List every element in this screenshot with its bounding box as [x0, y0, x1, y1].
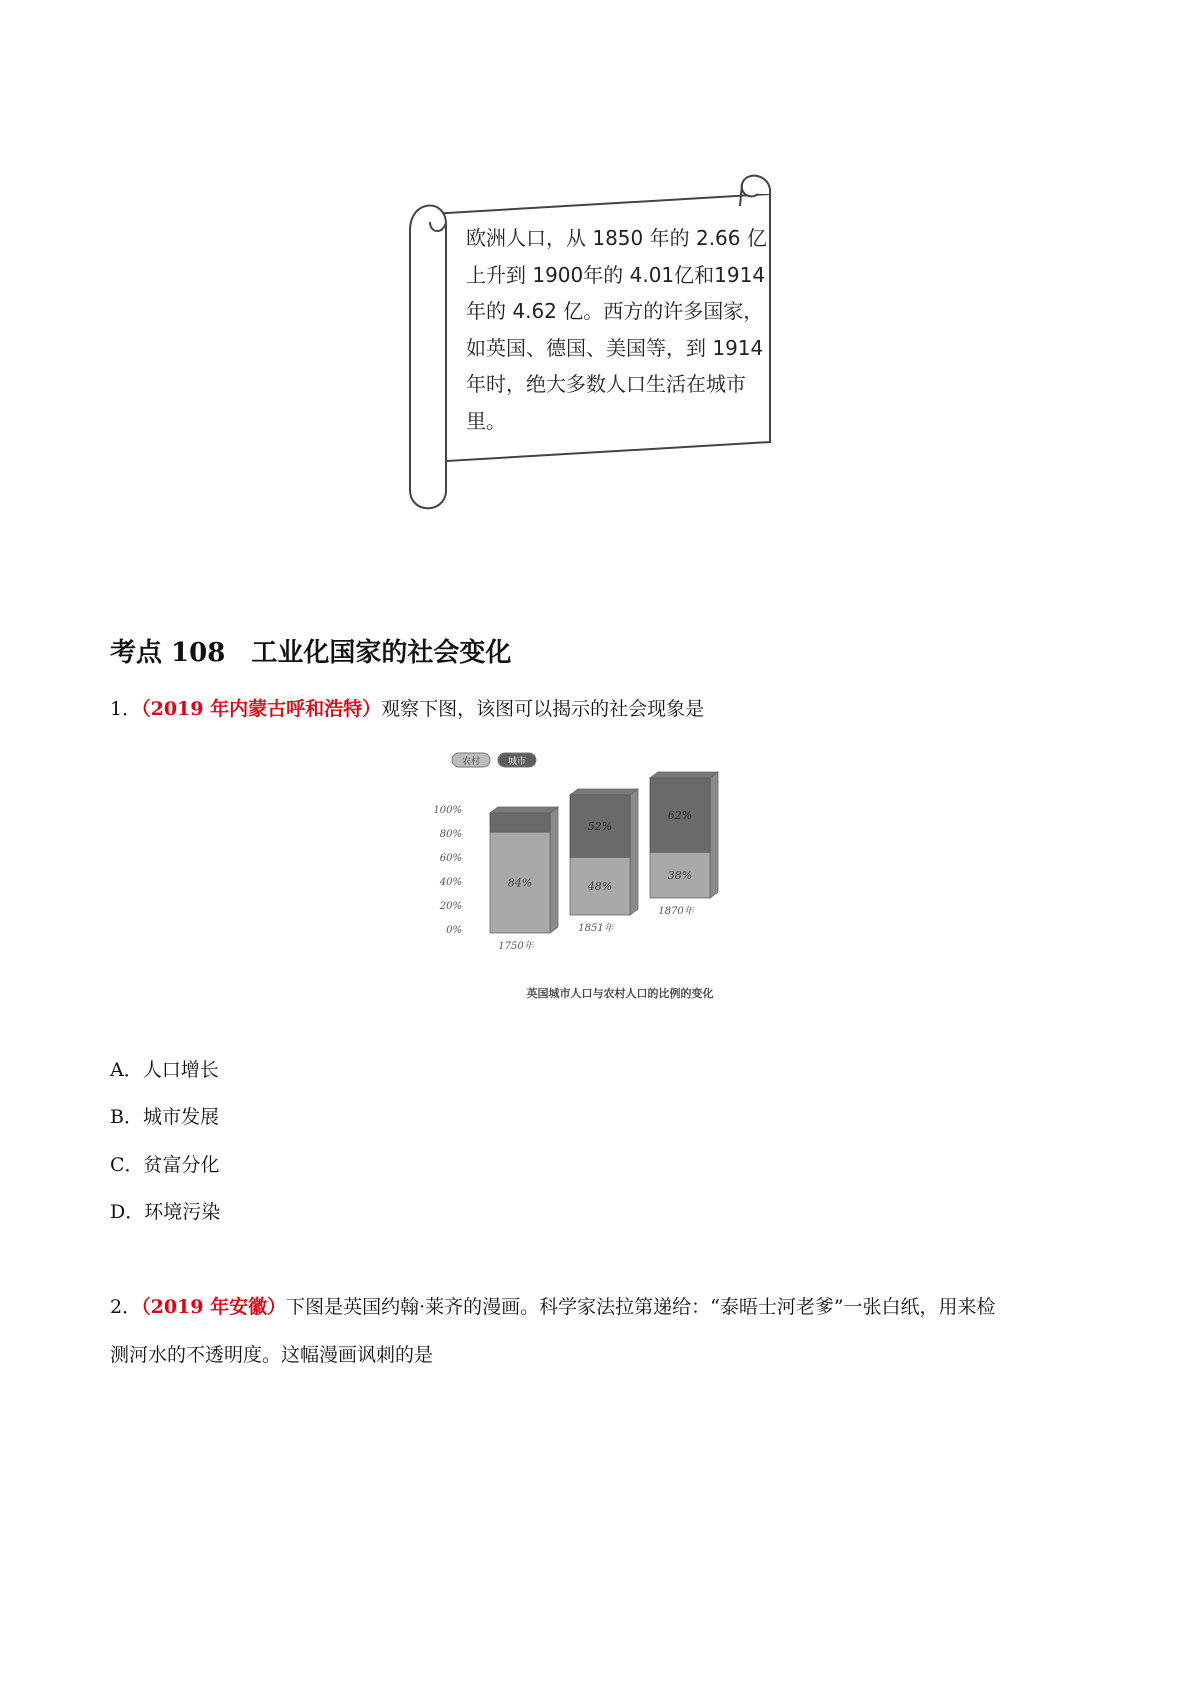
question-1 — [110, 694, 704, 721]
y-tick-label: 40% — [439, 877, 462, 888]
section-title: 工业化国家的社会变化 — [251, 638, 512, 668]
scroll-left-roll — [410, 206, 446, 509]
bar-value-label: 48% — [587, 880, 613, 894]
bar-segment-urban — [490, 813, 550, 832]
y-tick-label: 20% — [439, 901, 462, 912]
y-tick-label: 80% — [439, 829, 462, 840]
bar-side — [710, 772, 718, 898]
option-c[interactable] — [110, 1150, 220, 1177]
question-number: 1． — [110, 698, 142, 720]
scroll-line: 年的 4.62 亿。西方的许多国家， — [466, 299, 764, 323]
section-heading — [110, 632, 511, 669]
question-stem: 下图是英国约翰·莱齐的漫画。科学家法拉第递给：“泰晤士河老爹”一张白纸，用来检 — [286, 1296, 996, 1318]
section-label: 考点 108 — [110, 638, 226, 668]
option-a[interactable] — [110, 1055, 219, 1082]
bar-side — [550, 807, 558, 933]
legend-label: 城市 — [507, 757, 527, 767]
question-stem-continued: 测河水的不透明度。这幅漫画讽刺的是 — [110, 1344, 434, 1366]
x-category-label: 1851年 — [578, 923, 614, 934]
y-tick-label: 100% — [433, 805, 462, 816]
x-category-label: 1750年 — [498, 941, 534, 952]
question-source: （2019 年内蒙古呼和浩特） — [141, 698, 382, 720]
scroll-line: 里。 — [466, 408, 506, 433]
chart-caption: 英国城市人口与农村人口的比例的变化 — [526, 987, 714, 1000]
question-source: （2019 年安徽） — [141, 1296, 287, 1318]
option-text: 城市发展 — [142, 1106, 219, 1128]
legend-label: 农村 — [461, 757, 481, 767]
x-category-label: 1870年 — [658, 906, 694, 917]
bar-top — [490, 807, 558, 813]
question-number: 2． — [110, 1296, 142, 1318]
option-letter: B． — [110, 1106, 143, 1128]
bar-side — [630, 789, 638, 915]
question-2-continued — [110, 1340, 433, 1367]
scroll-text — [466, 220, 776, 439]
scroll-line: 如英国、德国、美国等，到 1914 — [466, 335, 764, 360]
option-text: 贫富分化 — [143, 1154, 220, 1176]
question-stem: 观察下图，该图可以揭示的社会现象是 — [381, 698, 705, 720]
scroll-top-roll — [742, 176, 770, 197]
bar-top — [570, 789, 638, 795]
y-tick-label: 0% — [446, 925, 462, 936]
option-b[interactable] — [110, 1102, 219, 1129]
bar-top — [650, 772, 718, 778]
option-d[interactable] — [110, 1197, 220, 1224]
option-letter: D． — [110, 1201, 145, 1223]
population-ratio-chart — [433, 745, 800, 1035]
scroll-line: 上升到 1900年的 4.01亿和1914 — [466, 262, 766, 287]
bar-value-label: 62% — [667, 809, 693, 823]
scroll-line: 欧洲人口，从 1850 年的 2.66 亿 — [466, 226, 767, 250]
option-letter: A． — [110, 1059, 143, 1081]
y-tick-label: 60% — [439, 853, 462, 864]
option-letter: C． — [110, 1154, 144, 1176]
scroll-line: 年时，绝大多数人口生活在城市 — [466, 372, 746, 396]
option-text: 环境污染 — [144, 1201, 221, 1223]
bar-value-label: 84% — [507, 876, 533, 890]
option-text: 人口增长 — [142, 1059, 219, 1081]
bar-value-label: 52% — [587, 820, 613, 834]
bar-value-label: 38% — [667, 869, 693, 883]
question-2 — [110, 1292, 996, 1319]
